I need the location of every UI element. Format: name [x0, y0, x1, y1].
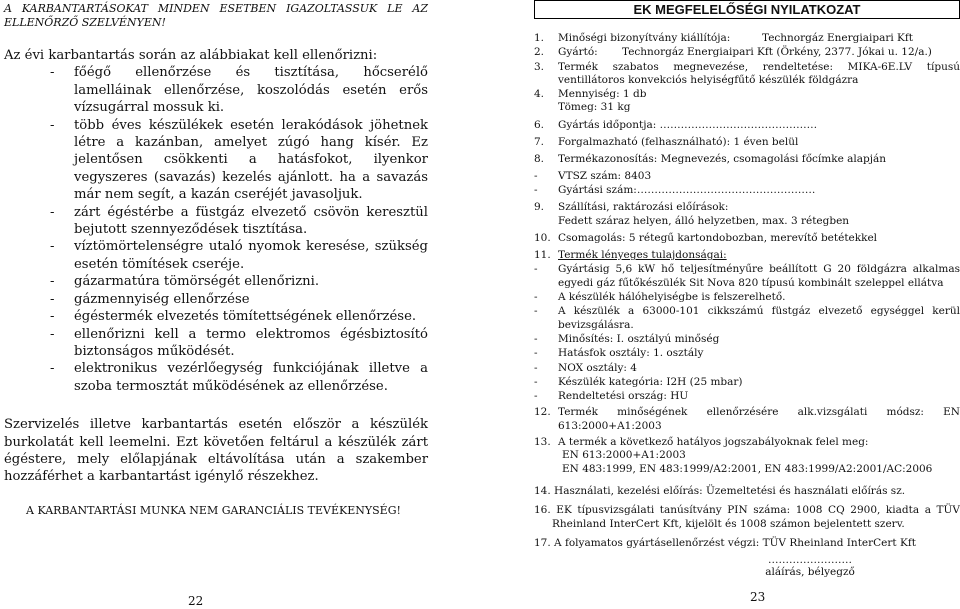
declaration-item-8: 8. Termékazonosítás: Megnevezés, csomagolási főcímke alapján — [534, 153, 887, 166]
declaration-item-12: 12. Termék minőségének ellenőrzésére alk.vizsgálati módsz: EN 613:2000+A1:2003 — [534, 406, 960, 432]
declaration-item-7: 7. Forgalmazható (felhasználható): 1 éven belül — [534, 136, 799, 149]
signature-label: aláírás, bélyegző — [765, 566, 855, 578]
declaration-item-16: 16. EK típusvizsgálati tanúsítvány PIN száma: 1008 CQ 2900, kiadta a TÜV Rheinland InterCert Kft, kijelölt és 1008 számon bejelentett szerv. — [534, 504, 960, 530]
serial-line: - Gyártási szám:…………………………………………… — [534, 183, 816, 196]
list-item: - Gyártásig 5,6 kW hő teljesítményűre beállított G 20 földgázra alkalmas egyedi gáz fűtőkészülék Sit Nova 820 típusú kombinált szeleppel ellátva — [534, 263, 960, 289]
declaration-item-9: 9. Szállítási, raktározási előírások: — [534, 201, 729, 214]
declaration-item-14: 14. Használati, kezelési előírás: Üzemeltetési és használati előírás sz. — [534, 484, 906, 497]
declaration-item-13: 13. A termék a következő hatályos jogszabályoknak felel meg: — [534, 436, 869, 449]
signature-dots: …………………… — [768, 554, 852, 566]
signature-block — [760, 554, 860, 578]
list-item: - főégő ellenőrzése és tisztítása, hőcserélő lamelláinak ellenőrzése, koszolódás esetén erős vízsugárral mossuk ki. — [74, 64, 428, 116]
maintenance-list — [4, 64, 428, 395]
declaration-title: EK MEGFELELŐSÉGI NYILATKOZAT — [534, 0, 960, 19]
storage-text: Fedett száraz helyen, álló helyzetben, max. 3 rétegben — [558, 214, 850, 227]
declaration-item-3: 3. Termék szabatos megnevezése, rendeltetése: MIKA-6E.LV típusú ventillátoros konvekciós helyiségfűtő készülék földgázra — [534, 60, 960, 86]
list-item: - Rendeltetési ország: HU — [534, 390, 689, 403]
declaration-item-11: 11. Termék lényeges tulajdonságai: — [534, 249, 727, 262]
list-item: - ellenőrizni kell a termo elektromos égésbiztosító biztonságos működését. — [74, 326, 428, 361]
declaration-item-4: 4. Mennyiség: 1 db — [534, 88, 647, 101]
list-item: - gázmennyiség ellenőrzése — [74, 291, 428, 308]
maintenance-note: A KARBANTARTÁSOKAT MINDEN ESETBEN IGAZOLTASSUK LE AZ ELLENŐRZŐ SZELVÉNYEN! — [4, 2, 428, 29]
declaration-item-10: 10. Csomagolás: 5 rétegű kartondobozban, merevítő betétekkel — [534, 231, 878, 244]
list-item: - víztömörtelenségre utaló nyomok keresése, szükség esetén tömítések cseréje. — [74, 238, 428, 273]
page-number-right: 23 — [750, 590, 766, 604]
list-item: - több éves készülékek esetén lerakódások jöhetnek létre a kazánban, amelyet zúgó hang kísér. Ez jelentősen csökkenti a hatásfokot, ilyenkor vegyszeres (savazás) kezelés ajánlott. ha a savazás már nem segít, a kazán cseréjét javasoljuk. — [74, 117, 428, 204]
list-item: - gázarmatúra tömörségét ellenőrizni. — [74, 273, 428, 290]
list-item: - Hatásfok osztály: 1. osztály — [534, 347, 704, 360]
intro-text: Az évi karbantartás során az alábbiakat kell ellenőrizni: — [4, 48, 378, 63]
left-page — [4, 0, 428, 519]
list-item: - A készülék a 63000-101 cikkszámú füstgáz elvezető egységgel kerül bevizsgálásra. — [534, 305, 960, 331]
declaration-item-2: 2. Gyártó: Technorgáz Energiaipari Kft (Örkény, 2377. Jókai u. 12/a.) — [534, 46, 932, 59]
page-number-left: 22 — [188, 594, 204, 608]
standard-line: EN 483:1999, EN 483:1999/A2:2001, EN 483:1999/A2:2001/AC:2006 — [562, 462, 933, 475]
weight-text: Tömeg: 31 kg — [558, 101, 631, 114]
vtsz-line: - VTSZ szám: 8403 — [534, 169, 652, 182]
list-item: - A készülék hálóhelyiségbe is felszerelhető. — [534, 291, 786, 304]
list-item: - Minősítés: I. osztályú minőség — [534, 332, 720, 345]
warranty-note: A KARBANTARTÁSI MUNKA NEM GARANCIÁLIS TEVÉKENYSÉG! — [26, 503, 401, 517]
service-paragraph: Szervizelés illetve karbantartás esetén először a készülék burkolatát kell leemelni. Ezt követően feltárul a készülék zárt égéstere, mely előlapjának eltávolítása után a szakember hozzáférhet a karbantartást igénylő részekhez. — [4, 417, 428, 485]
list-item: - NOX osztály: 4 — [534, 361, 637, 374]
declaration-item-17: 17. A folyamatos gyártásellenőrzést végzi: TÜV Rheinland InterCert Kft — [534, 536, 916, 549]
list-item: - Készülék kategória: I2H (25 mbar) — [534, 375, 743, 388]
list-item: - égéstermék elvezetés tömítettségének ellenőrzése. — [74, 308, 428, 325]
declaration-item-6: 6. Gyártás időpontja: ……………………………………… — [534, 118, 818, 131]
properties-list — [534, 263, 960, 403]
list-item: - zárt égéstérbe a füstgáz elvezető csövön keresztül bejutott szennyeződések tisztítása. — [74, 204, 428, 239]
standard-line: EN 613:2000+A1:2003 — [562, 449, 686, 462]
declaration-item-1: 1. Minőségi bizonyítvány kiállítója: Technorgáz Energiaipari Kft — [534, 32, 914, 44]
right-page — [534, 0, 960, 550]
list-item: - elektronikus vezérlőegység funkciójának illetve a szoba termosztát működésének az ellenőrzése. — [74, 360, 428, 395]
